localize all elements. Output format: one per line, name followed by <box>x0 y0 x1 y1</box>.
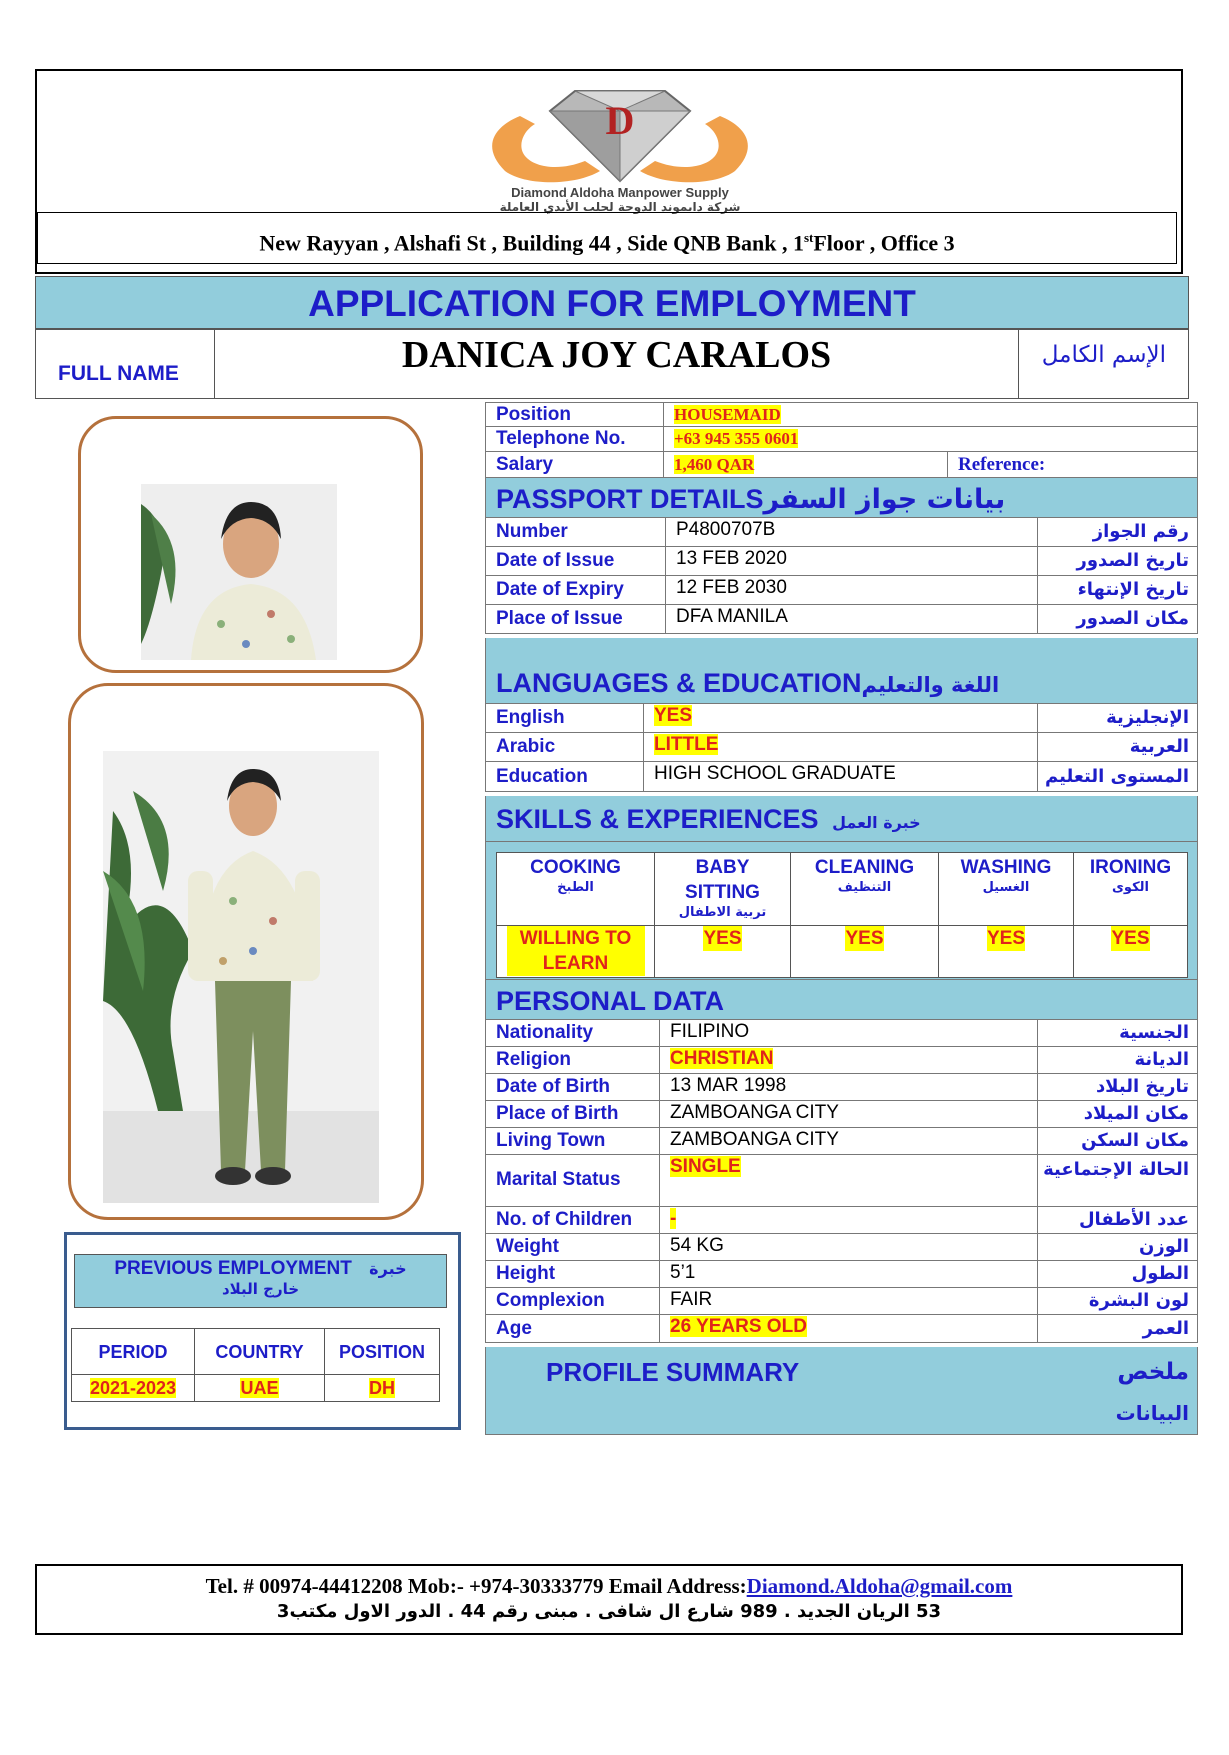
skill-header <box>497 853 655 926</box>
passport-row <box>485 547 1198 576</box>
personal-label: Nationality <box>486 1020 660 1046</box>
personal-value: FILIPINO <box>670 1021 750 1042</box>
language-label: Education <box>486 762 644 791</box>
personal-label: Weight <box>486 1234 660 1260</box>
column-header-country: COUNTRY <box>195 1329 325 1375</box>
passport-label: Date of Expiry <box>486 576 666 604</box>
skill-value: WILLING TO LEARN <box>507 926 645 976</box>
personal-label-ar: الحالة الإجتماعية <box>1037 1155 1197 1206</box>
personal-value-cell <box>660 1315 1037 1342</box>
personal-label-ar: مكان الميلاد <box>1037 1101 1197 1127</box>
full-name-label-ar: الإسم الكامل <box>1041 342 1166 368</box>
company-name-ar: شركة دايموند الدوحة لجلب الأيدي العاملة <box>499 200 741 214</box>
passport-value-cell <box>666 518 1037 546</box>
personal-value-cell <box>660 1128 1037 1154</box>
footer-contact-text: Tel. # 00974-44412208 Mob:- +974-30333779 Email Address: <box>205 1574 747 1598</box>
passport-value: 13 FEB 2020 <box>676 548 787 569</box>
personal-label: No. of Children <box>486 1207 660 1233</box>
passport-label-ar: تاريخ الصدور <box>1037 547 1197 575</box>
passport-row <box>485 605 1198 634</box>
skill-value-cell <box>655 926 791 977</box>
personal-row <box>485 1261 1198 1288</box>
passport-value-cell <box>666 576 1037 604</box>
employment-period: 2021-2023 <box>72 1375 195 1401</box>
skill-name: BABY SITTING <box>685 857 760 903</box>
personal-value-cell <box>660 1207 1037 1233</box>
personal-value-cell <box>660 1074 1037 1100</box>
skill-value: YES <box>703 928 742 949</box>
profile-summary-heading-ar-2: البيانات <box>1115 1401 1189 1425</box>
skills-experiences-heading: SKILLS & EXPERIENCES خبرة العمل <box>485 796 1198 842</box>
personal-value: FAIR <box>670 1289 713 1310</box>
full-body-photo-frame <box>68 683 424 1220</box>
passport-label: Place of Issue <box>486 605 666 633</box>
personal-value: SINGLE <box>670 1156 741 1177</box>
personal-label-ar: الجنسية <box>1037 1020 1197 1046</box>
personal-value: 26 YEARS OLD <box>670 1316 807 1337</box>
skill-value-cell <box>1074 926 1187 977</box>
skill-name: CLEANING <box>814 857 915 878</box>
personal-label: Age <box>486 1315 660 1342</box>
telephone-row: Telephone No. +63 945 355 0601 <box>485 427 1198 452</box>
personal-row <box>485 1155 1198 1207</box>
profile-summary-heading: PROFILE SUMMARY <box>546 1357 800 1387</box>
personal-value: 13 MAR 1998 <box>670 1075 787 1096</box>
personal-value: ZAMBOANGA CITY <box>670 1129 839 1150</box>
passport-value: P4800707B <box>676 519 776 540</box>
personal-row <box>485 1207 1198 1234</box>
footer-contact <box>35 1564 1183 1635</box>
profile-summary-band <box>485 1347 1198 1435</box>
personal-label-ar: العمر <box>1037 1315 1197 1342</box>
language-label-ar: المستوى التعليم <box>1037 762 1197 791</box>
skills-table <box>496 852 1188 978</box>
full-name-label: FULL NAME <box>36 330 215 398</box>
personal-value-cell <box>660 1155 1037 1206</box>
full-body-photo <box>103 751 379 1203</box>
previous-employment-table <box>71 1328 440 1402</box>
passport-row <box>485 576 1198 605</box>
skill-value-cell <box>939 926 1074 977</box>
passport-label: Number <box>486 518 666 546</box>
skill-name: COOKING <box>530 857 621 878</box>
passport-value: DFA MANILA <box>676 606 788 627</box>
skill-value: YES <box>986 928 1026 949</box>
language-label: English <box>486 704 644 732</box>
skill-header <box>791 853 939 926</box>
full-name-row <box>35 329 1189 399</box>
skill-value-cell <box>791 926 939 977</box>
passport-label-ar: تاريخ الإنتهاء <box>1037 576 1197 604</box>
skill-name-ar: التنظيف <box>837 880 892 895</box>
personal-row <box>485 1128 1198 1155</box>
personal-label: Complexion <box>486 1288 660 1314</box>
passport-value-cell <box>666 605 1037 633</box>
language-value: YES <box>654 705 693 726</box>
salary-value: 1,460 QAR <box>674 455 755 474</box>
personal-row <box>485 1020 1198 1047</box>
passport-value-cell <box>666 547 1037 575</box>
personal-label: Height <box>486 1261 660 1287</box>
diamond-hands-logo-icon <box>425 76 815 186</box>
personal-label-ar: الديانة <box>1037 1047 1197 1073</box>
personal-value: 5’1 <box>670 1262 696 1283</box>
personal-value-cell <box>660 1234 1037 1260</box>
previous-employment-heading: PREVIOUS EMPLOYMENT خبرة خارج البلاد <box>74 1254 447 1308</box>
personal-label: Date of Birth <box>486 1074 660 1100</box>
skill-header <box>655 853 791 926</box>
language-label: Arabic <box>486 733 644 761</box>
column-header-position: POSITION <box>325 1329 439 1375</box>
telephone-value: +63 945 355 0601 <box>674 429 799 448</box>
position-value: HOUSEMAID <box>674 405 781 424</box>
personal-label: Place of Birth <box>486 1101 660 1127</box>
personal-value-cell <box>660 1261 1037 1287</box>
passport-label-ar: مكان الصدور <box>1037 605 1197 633</box>
skill-name: WASHING <box>960 857 1052 878</box>
personal-value-cell <box>660 1288 1037 1314</box>
personal-label: Religion <box>486 1047 660 1073</box>
personal-row <box>485 1315 1198 1343</box>
language-value: HIGH SCHOOL GRADUATE <box>654 763 896 784</box>
footer-address-ar: 53 الريان الجديد . 989 شارع ال شافى . مبنى رقم 44 . الدور الاول مكتب3 <box>276 1601 942 1622</box>
personal-label: Living Town <box>486 1128 660 1154</box>
passport-details-heading: PASSPORT DETAILSبيانات جواز السفر <box>485 478 1198 518</box>
skill-name-ar: الكوى <box>1112 880 1149 895</box>
email-link[interactable]: Diamond.Aldoha@gmail.com <box>746 1574 1013 1598</box>
personal-label-ar: الوزن <box>1037 1234 1197 1260</box>
company-name-en: Diamond Aldoha Manpower Supply <box>511 185 729 200</box>
personal-row <box>485 1047 1198 1074</box>
skill-header <box>1074 853 1187 926</box>
language-row <box>485 704 1198 733</box>
portrait-photo-frame <box>78 416 423 673</box>
language-value-cell <box>644 762 1037 791</box>
employment-country: UAE <box>195 1375 325 1401</box>
skill-name-ar: الغسيل <box>982 880 1030 895</box>
skill-value: YES <box>1111 928 1150 949</box>
column-header-period: PERIOD <box>72 1329 195 1375</box>
language-value-cell <box>644 704 1037 732</box>
skill-name-ar: تربية الاطفال <box>678 905 767 920</box>
company-logo <box>425 76 815 214</box>
personal-value: - <box>670 1208 677 1229</box>
personal-row <box>485 1288 1198 1315</box>
passport-label: Date of Issue <box>486 547 666 575</box>
personal-label-ar: لون البشرة <box>1037 1288 1197 1314</box>
skill-name: IRONING <box>1089 857 1172 878</box>
personal-label-ar: تاريخ البلاد <box>1037 1074 1197 1100</box>
personal-value-cell <box>660 1047 1037 1073</box>
employment-position: DH <box>369 1378 395 1398</box>
personal-value-cell <box>660 1101 1037 1127</box>
personal-row <box>485 1101 1198 1128</box>
passport-value: 12 FEB 2030 <box>676 577 787 598</box>
reference-label: Reference: <box>958 454 1046 475</box>
language-label-ar: العربية <box>1037 733 1197 761</box>
personal-value: 54 KG <box>670 1235 724 1256</box>
personal-value: CHRISTIAN <box>670 1048 774 1069</box>
language-label-ar: الإنجليزية <box>1037 704 1197 732</box>
page-title: APPLICATION FOR EMPLOYMENT <box>35 276 1189 329</box>
skill-value-cell <box>497 926 655 977</box>
language-row <box>485 733 1198 762</box>
portrait-photo <box>141 484 337 660</box>
passport-row <box>485 518 1198 547</box>
skill-value: YES <box>845 928 884 949</box>
personal-value-cell <box>660 1020 1037 1046</box>
personal-label-ar: الطول <box>1037 1261 1197 1287</box>
language-value: LITTLE <box>654 734 719 755</box>
salary-row: Salary 1,460 QAR Reference: <box>485 452 1198 478</box>
passport-label-ar: رقم الجواز <box>1037 518 1197 546</box>
personal-label: Marital Status <box>486 1155 660 1206</box>
languages-education-heading: LANGUAGES & EDUCATIONاللغة والتعليم <box>485 638 1198 704</box>
skill-header <box>939 853 1074 926</box>
language-value-cell <box>644 733 1037 761</box>
personal-value: ZAMBOANGA CITY <box>670 1102 839 1123</box>
full-name-value: DANICA JOY CARALOS <box>215 330 1019 398</box>
personal-data-heading: PERSONAL DATA <box>485 980 1198 1020</box>
position-row: Position HOUSEMAID <box>485 402 1198 427</box>
svg-text:D: D <box>605 98 635 143</box>
skill-name-ar: الطبخ <box>557 880 594 895</box>
personal-label-ar: مكان السكن <box>1037 1128 1197 1154</box>
personal-row <box>485 1074 1198 1101</box>
profile-summary-heading-ar-1: ملخص <box>1117 1359 1189 1385</box>
personal-label-ar: عدد الأطفال <box>1037 1207 1197 1233</box>
personal-row <box>485 1234 1198 1261</box>
company-address: New Rayyan , Alshafi St , Building 44 , Side QNB Bank , 1stFloor , Office 3 <box>37 212 1177 264</box>
language-row <box>485 762 1198 792</box>
